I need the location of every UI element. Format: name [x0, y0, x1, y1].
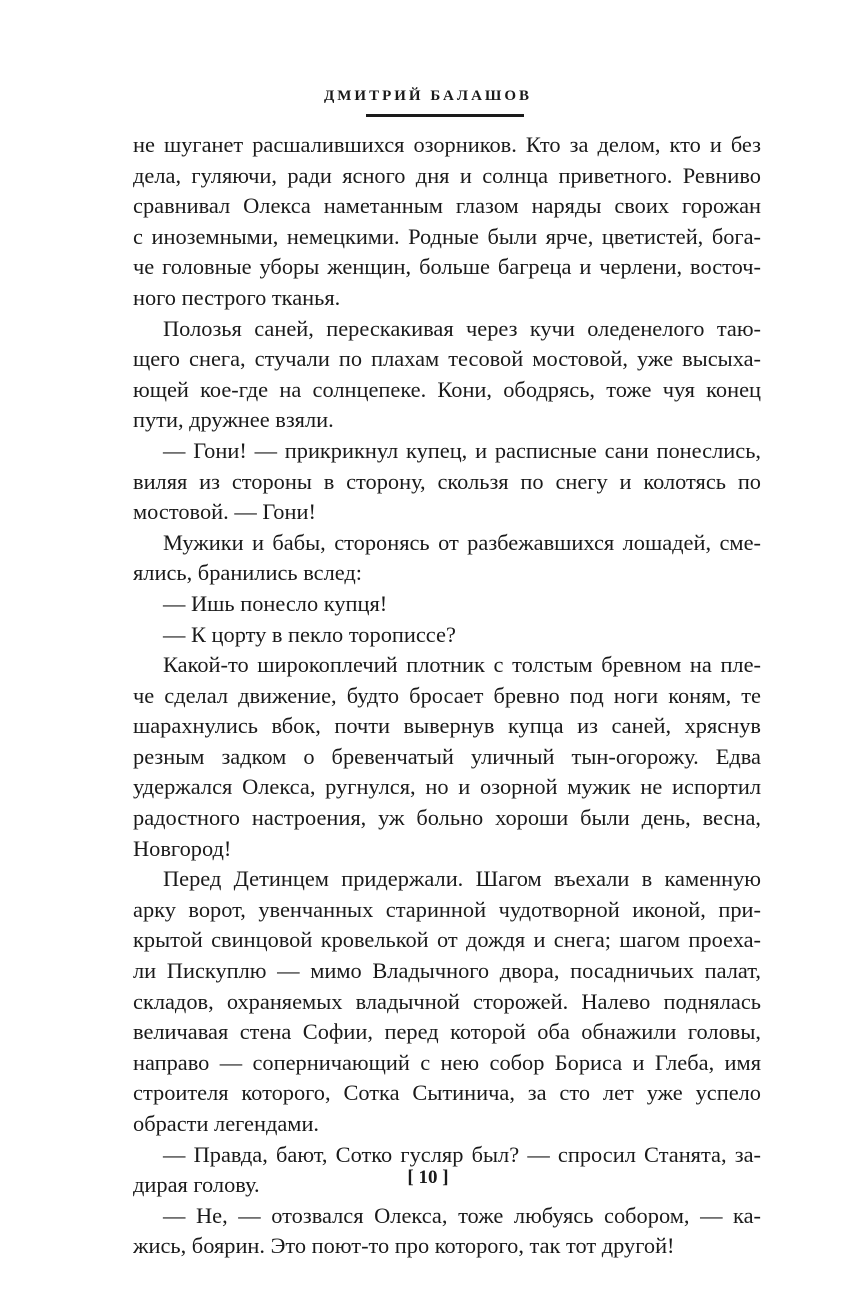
running-header-author: ДМИТРИЙ БАЛАШОВ	[323, 88, 533, 104]
text-line: радостного настроения, уж больно хороши были день, весна,	[133, 805, 761, 831]
text-line: резным задком о бревенчатый уличный тын-огорожу. Едва	[133, 743, 761, 769]
text-line: сравнивал Олекса наметанным глазом наряды своих горожан	[133, 193, 761, 219]
page-number: [ 10 ]	[407, 1167, 449, 1188]
text-line: дирая голову.	[133, 1172, 260, 1198]
text-line: дела, гуляючи, ради ясного дня и солнца приветного. Ревниво	[133, 162, 761, 188]
text-line: ялись, бранились вслед:	[133, 560, 363, 586]
text-line: крытой свинцовой кровелькой от дождя и снега; шагом проеха-	[133, 927, 761, 953]
text-line: шарахнулись вбок, почти вывернув купца из саней, хряснув	[133, 713, 761, 739]
text-line: направо — соперничающий с нею собор Бориса и Глеба, имя	[133, 1049, 761, 1075]
text-line: мостовой. — Гони!	[133, 499, 316, 525]
text-line: складов, охраняемых владычной сторожей. Налево поднялась	[133, 988, 761, 1014]
text-line: величавая стена Софии, перед которой оба обнажили головы,	[133, 1019, 761, 1045]
text-line: — К цорту в пекло торописсе?	[163, 621, 456, 647]
text-line: Перед Детинцем придержали. Шагом въехали в каменную	[163, 866, 761, 892]
text-line: ли Пискуплю — мимо Владычного двора, посадничьих палат,	[133, 958, 761, 984]
text-line: — Ишь понесло купця!	[163, 590, 388, 616]
text-line: Мужики и бабы, сторонясь от разбежавшихся лошадей, сме-	[163, 529, 761, 555]
text-line: — Гони! — прикрикнул купец, и расписные сани понеслись,	[163, 437, 761, 463]
text-line: че головные уборы женщин, больше багреца и черлени, восточ-	[133, 254, 761, 280]
text-line: строителя которого, Сотка Сытинича, за сто лет уже успело	[133, 1080, 761, 1106]
text-line: — Правда, бают, Сотко гусляр был? — спросил Станята, за-	[163, 1141, 761, 1167]
text-line: Полозья саней, перескакивая через кучи оледенелого таю-	[163, 315, 761, 341]
text-line: щего снега, стучали по плахам тесовой мостовой, уже высыха-	[133, 346, 761, 372]
text-line: Новгород!	[133, 835, 232, 861]
text-line: ного пестрого тканья.	[133, 284, 341, 310]
header-rule	[366, 114, 524, 117]
text-line: удержался Олекса, ругнулся, но и озорной мужик не испортил	[133, 774, 761, 800]
text-line: ющей кое-где на солнцепеке. Кони, ободрясь, тоже чуя конец	[133, 376, 761, 402]
text-line: виляя из стороны в сторону, скользя по снегу и колотясь по	[133, 468, 761, 494]
text-line: жись, боярин. Это поют-то про которого, так тот другой!	[133, 1233, 675, 1259]
text-line: Какой-то широкоплечий плотник с толстым бревном на пле-	[163, 652, 761, 678]
body-text	[133, 130, 761, 1262]
text-line: че сделал движение, будто бросает бревно под ноги коням, те	[133, 682, 761, 708]
text-line: не шуганет расшалившихся озорников. Кто за делом, кто и без	[133, 132, 761, 157]
text-line: — Не, — отозвался Олекса, тоже любуясь собором, — ка-	[163, 1202, 761, 1228]
text-line: пути, дружнее взяли.	[133, 407, 334, 433]
text-line: обрасти легендами.	[133, 1111, 320, 1136]
text-line: арку ворот, увенчанных старинной чудотворной иконой, при-	[133, 896, 761, 922]
text-line: с иноземными, немецкими. Родные были ярче, цветистей, бога-	[133, 223, 761, 249]
